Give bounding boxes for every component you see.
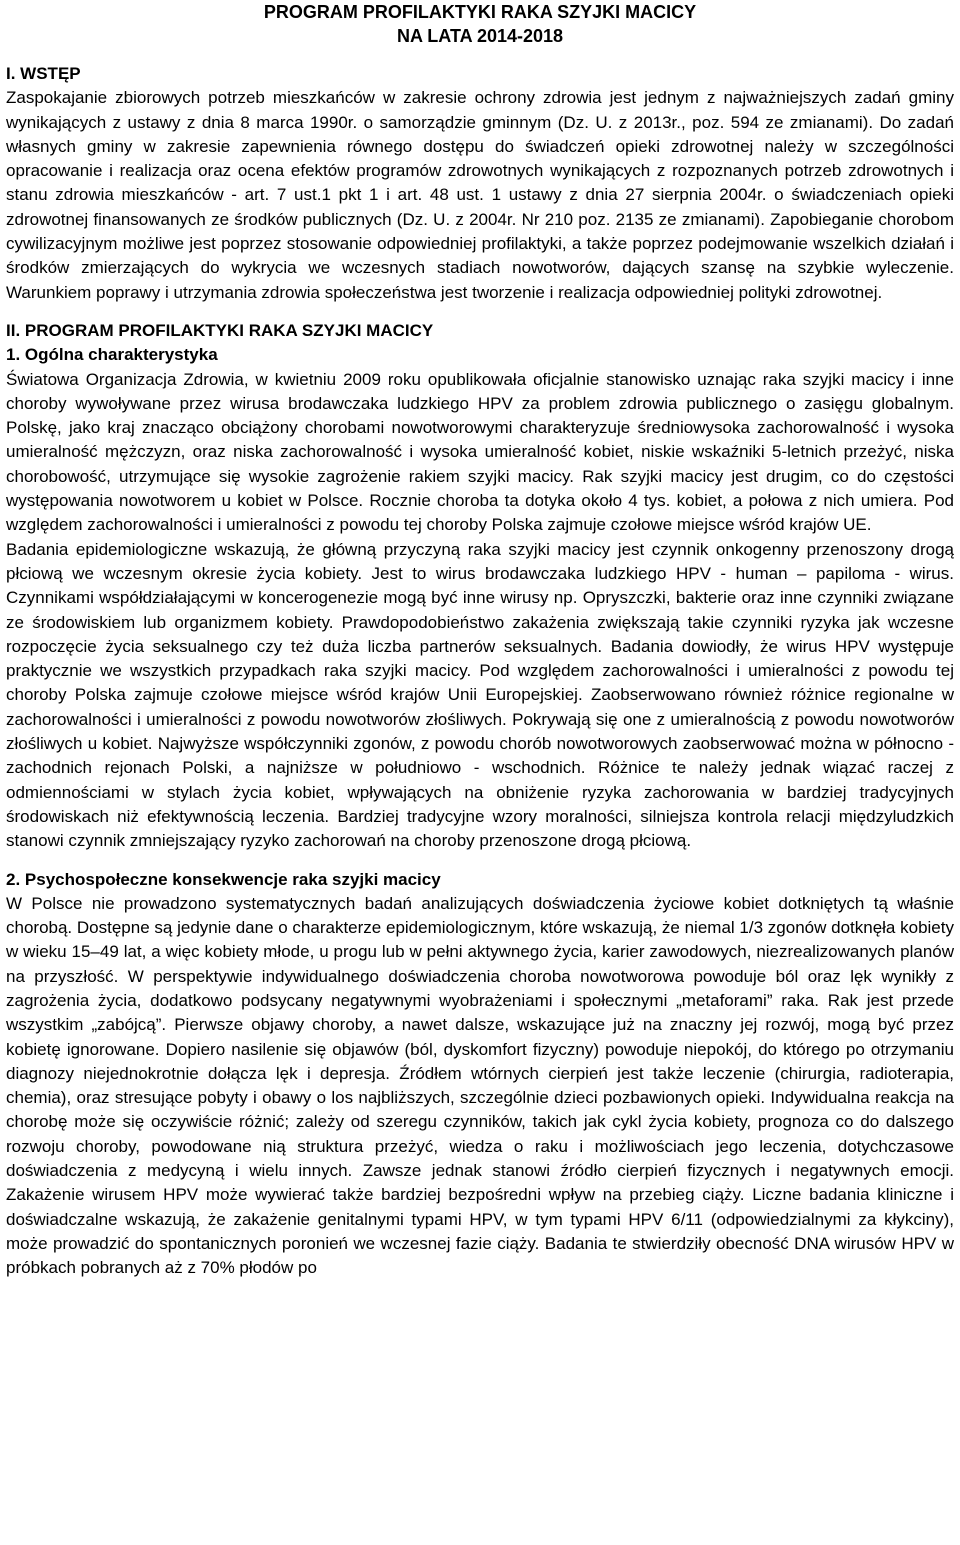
title-block (6, 0, 954, 48)
spacer (6, 854, 954, 868)
program-heading: II. PROGRAM PROFILAKTYKI RAKA SZYJKI MACICY (6, 320, 434, 340)
intro-paragraph: Zaspokajanie zbiorowych potrzeb mieszkańców w zakresie ochrony zdrowia jest jednym z najważniejszych zadań gminy wynikających z ustawy z dnia 8 marca 1990r. o samorządzie gminnym (Dz. U. z 2013r., poz. 594 ze zmianami). Do zadań własnych gminy w zakresie zapewnienia równego dostępu do świadczeń opieki zdrowotnej należy w szczególności opracowanie i realizacja oraz ocena efektów programów zdrowotnych wynikających z rozpoznanych potrzeb zdrowotnych i stanu zdrowia mieszkańców - art. 7 ust.1 pkt 1 i art. 48 ust. 1 ustawy z dnia 27 sierpnia 2004r. o świadczeniach opieki zdrowotnej finansowanych ze środków publicznych (Dz. U. z 2004r. Nr 210 poz. 2135 ze zmianami). Zapobieganie chorobom cywilizacyjnym możliwe jest poprzez stosowanie odpowiedniej profilaktyki, a także poprzez podejmowanie wszelkich działań i środków zmierzających do wykrycia we wczesnych stadiach nowotworów, dających szansę na szybkie wyleczenie. Warunkiem poprawy i utrzymania zdrowia społeczeństwa jest tworzenie i realizacja odpowiedniej polityki zdrowotnej. (6, 88, 954, 302)
psycho-heading: 2. Psychospołeczne konsekwencje raka szyjki macicy (6, 869, 441, 889)
intro-heading: I. WSTĘP (6, 64, 81, 83)
document-title-line1: PROGRAM PROFILAKTYKI RAKA SZYJKI MACICY (263, 2, 697, 22)
general-paragraph-2: Badania epidemiologiczne wskazują, że główną przyczyną raka szyjki macicy jest czynnik onkogenny przenoszony drogą płciową we wczesnym okresie życia kobiety. Jest to wirus brodawczaka ludzkiego HPV - human – papiloma - wirus. Czynnikami współdziałającymi w koncerogenezie mogą być inne wirusy np. Opryszczki, bakterie oraz inne czynniki związane ze środowiskiem lub organizmem kobiety. Prawdopodobieństwo zakażenia zwiększają takie czynniki ryzyka jak wczesne rozpoczęcie życia seksualnego czy też duża liczba partnerów seksualnych. Badania dowiodły, że wirus HPV występuje praktycznie we wszystkich przypadkach raka szyjki macicy. Pod względem zachorowalności i umieralności z powodu tej choroby Polska zajmuje czołowe miejsce wśród krajów Unii Europejskiej. Zaobserwowano również różnice regionalne w zachorowalności i umieralności z powodu nowotworów złośliwych. Pokrywają się one z umieralnością z powodu nowotworów złośliwych u kobiet. Najwyższe współczynniki zgonów, z powodu chorób nowotworowych zaobserwować można w północno - zachodnich rejonach Polski, a najniższe w południowo - wschodnich. Różnice te należy jednak wiązać raczej z odmiennościami w stylach życia kobiet, wpływających na obniżenie ryzyka zachorowania w bardziej tradycyjnych środowiskach niż efektywnością leczenia. Bardziej tradycyjne wzory moralności, silniejsza kontrola relacji międzyludzkich stanowi czynnik zmniejszający ryzyko zachorowań na choroby przenoszone drogą płciową. (6, 539, 954, 851)
general-paragraph-1: Światowa Organizacja Zdrowia, w kwietniu 2009 roku opublikowała oficjalnie stanowisko uznając raka szyjki macicy i inne choroby wywoływane przez wirusa brodawczaka ludzkiego HPV za problem zdrowia publicznego o zasięgu globalnym. Polskę, jako kraj znacząco obciążony chorobami nowotworowymi charakteryzuje średniowysoka zachorowalność i wysoka umieralność mężczyzn, oraz niska zachorowalność i wysoka umieralność kobiet, niskie wskaźniki 5-letnich przeżyć, niska chorobowość, utrzymujące się wysokie zagrożenie rakiem szyjki macicy. Rak szyjki macicy jest drugim, co do częstości występowania nowotworem u kobiet w Polsce. Rocznie choroba ta dotyka około 4 tys. kobiet, a połowa z nich umiera. Pod względem zachorowalności i umieralności z powodu tej choroby Polska zajmuje czołowe miejsce wśród krajów UE. (6, 369, 954, 535)
psycho-paragraph: W Polsce nie prowadzono systematycznych badań analizujących doświadczenia życiowe kobiet dotkniętych tą właśnie chorobą. Dostępne są jedynie dane o charakterze epidemiologicznym, które wskazują, że niemal 1/3 zgonów dotknęła kobiety w wieku 15–49 lat, a więc kobiety młode, u progu lub w pełni aktywnego życia, karier zawodowych, niezrealizowanych planów na przyszłość. W perspektywie indywidualnego doświadczenia choroba nowotworowa powoduje ból oraz lęk wynikły z zagrożenia życia, dodatkowo podsycany negatywnymi wyobrażeniami i społecznymi „metaforami” raka. Rak jest przede wszystkim „zabójcą”. Pierwsze objawy choroby, a nawet dalsze, wskazujące już na znaczny jej rozwój, mogą być przez kobietę ignorowane. Dopiero nasilenie się objawów (ból, dyskomfort fizyczny) powoduje niepokój, do którego po otrzymaniu diagnozy niejednokrotnie dołącza lęk i depresja. Źródłem wtórnych cierpień jest także leczenie (chirurgia, radioterapia, chemia), oraz stresujące pobyty i obawy o los najbliższych, szczególnie dzieci pozbawionych opieki. Indywidualna reakcja na chorobę może się oczywiście różnić; zależy od szeregu czynników, takich jak cykl życia kobiety, prognoza co do dalszego rozwoju choroby, powodowane nią struktura przeżyć, wiedza o raku i możliwościach jego leczenia, dotychczasowe doświadczenia z medycyną i wielu innych. Zawsze jednak stanowi źródło cierpień fizycznych i negatywnych emocji. Zakażenie wirusem HPV może wywierać także bardziej bezpośredni wpływ na przebieg ciąży. Liczne badania kliniczne i doświadczalne wskazują, że zakażenie genitalnymi typami HPV, w tym typami HPV 6/11 (odpowiedzialnymi za kłykciny), może prowadzić do spontanicznych poronień we wczesnej fazie ciąży. Badania te stwierdziły obecność DNA wirusów HPV w próbkach pobranych aż z 70% płodów po (6, 893, 954, 1278)
general-heading: 1. Ogólna charakterystyka (6, 345, 218, 365)
document-title-line2: NA LATA 2014-2018 (396, 26, 564, 46)
spacer (6, 305, 954, 319)
